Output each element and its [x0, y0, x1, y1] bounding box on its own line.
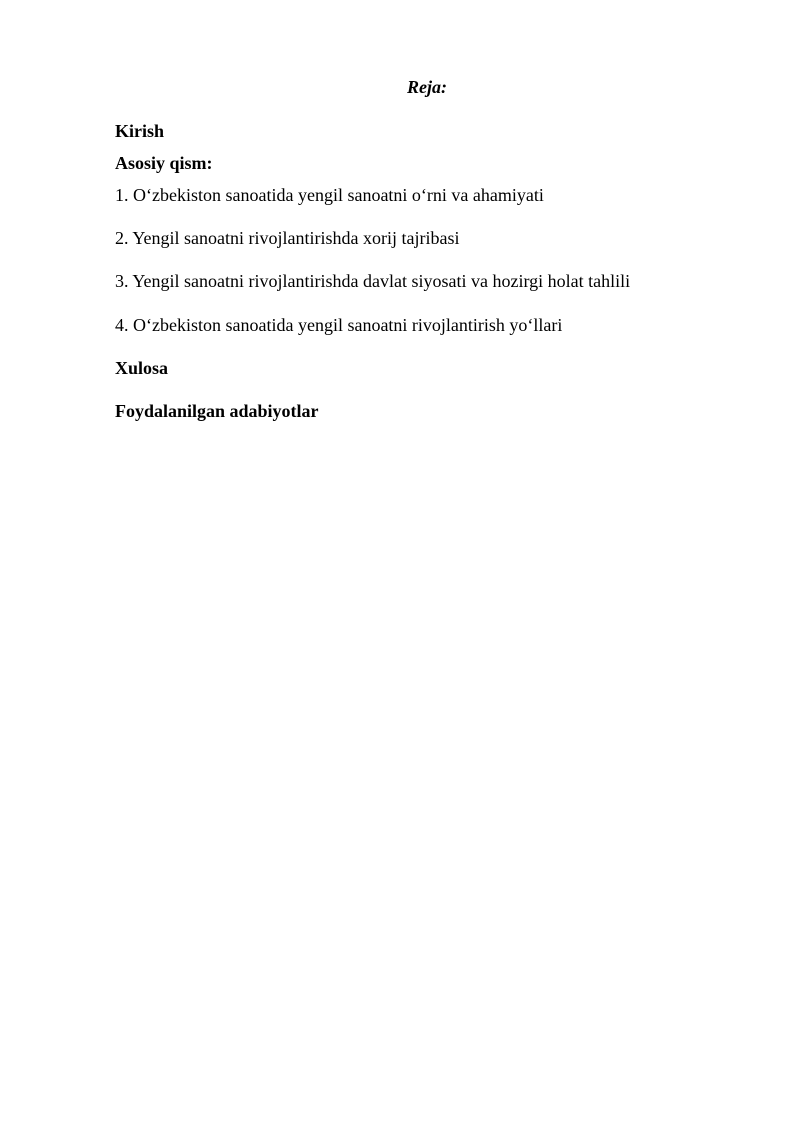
- plan-item: 1. O‘zbekiston sanoatida yengil sanoatni o‘rni va ahamiyati: [115, 185, 544, 205]
- plan-item: 4. O‘zbekiston sanoatida yengil sanoatni rivojlantirish yo‘llari: [115, 315, 563, 335]
- references-heading: Foydalanilgan adabiyotlar: [115, 401, 319, 421]
- plan-item: 3. Yengil sanoatni rivojlantirishda davlat siyosati va hozirgi holat tahlili: [115, 271, 631, 291]
- intro-heading: Kirish: [115, 121, 165, 141]
- page-title: Reja:: [407, 77, 447, 97]
- conclusion-heading: Xulosa: [115, 358, 169, 378]
- plan-item: 2. Yengil sanoatni rivojlantirishda xorij tajribasi: [115, 228, 460, 248]
- main-part-heading: Asosiy qism:: [115, 153, 213, 173]
